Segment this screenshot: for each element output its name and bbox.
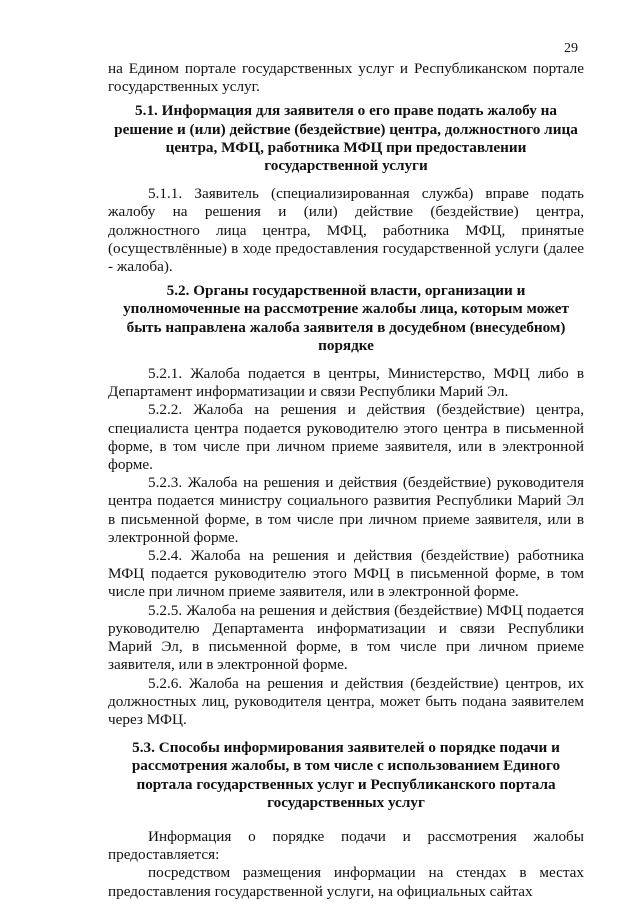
paragraph-5-2-3: 5.2.3. Жалоба на решения и действия (бездействие) руководителя центра подается министру социального развития Республики Марий Эл в письменной форме, в том числе при личном приеме заявителя, или в электронной форме. (108, 474, 584, 546)
paragraph-5-3-2: посредством размещения информации на стендах в местах предоставления государственной услуги, на официальных сайтах (108, 864, 584, 900)
paragraph-5-2-5: 5.2.5. Жалоба на решения и действия (бездействие) МФЦ подается руководителю Департамента информатизации и связи Республики Марий Эл, в письменной форме, в том числе при личном приеме заявителя, или в электронной форме. (108, 601, 584, 674)
section-5-2-heading: 5.2. Органы государственной власти, организации и уполномоченные на рассмотрение жалобы лица, которым может быть направлена жалоба заявителя в досудебном (внесудебном) порядке (123, 282, 569, 354)
paragraph-5-3-1: Информация о порядке подачи и рассмотрения жалобы предоставляется: (108, 827, 584, 864)
paragraph-5-2-2: 5.2.2. Жалоба на решения и действия (бездействие) центра, специалиста центра подается руководителю этого центра в письменной форме, в том числе при личном приеме заявителя, или в электронной форме. (108, 401, 584, 474)
intro-paragraph: на Едином портале государственных услуг и Республиканском портале государственных услуг. (108, 60, 584, 96)
paragraph-5-2-1: 5.2.1. Жалоба подается в центры, Министерство, МФЦ либо в Департамент информатизации и связи Республики Марий Эл. (108, 365, 584, 401)
paragraph-5-2-6: 5.2.6. Жалоба на решения и действия (бездействие) центров, их должностных лиц, руководителя центра, может быть подана заявителем через МФЦ. (108, 674, 584, 728)
paragraph-5-1-1: 5.1.1. Заявитель (специализированная служба) вправе подать жалобу на решения и (или) действие (бездействие) центра, должностного лица центра, МФЦ, работника МФЦ, принятые (осуществлённые) в ходе предоставления государственной услуги (далее - жалоба). (108, 185, 584, 276)
document-body (108, 60, 584, 901)
page-number: 29 (564, 41, 578, 56)
section-5-1-heading: 5.1. Информация для заявителя о его праве подать жалобу на решение и (или) действие (бездействие) центра, должностного лица центра, МФЦ, работника МФЦ при предоставлении государственной услуги (114, 102, 578, 175)
paragraph-5-2-4: 5.2.4. Жалоба на решения и действия (бездействие) работника МФЦ подается руководителю этого МФЦ в письменной форме, в том числе при личном приеме заявителя, или в электронной форме. (108, 547, 584, 601)
section-5-3-heading: 5.3. Способы информирования заявителей о порядке подачи и рассмотрения жалобы, в том числе с использованием Единого портала государственных услуг и Республиканского портала государственных услуг (131, 739, 561, 811)
